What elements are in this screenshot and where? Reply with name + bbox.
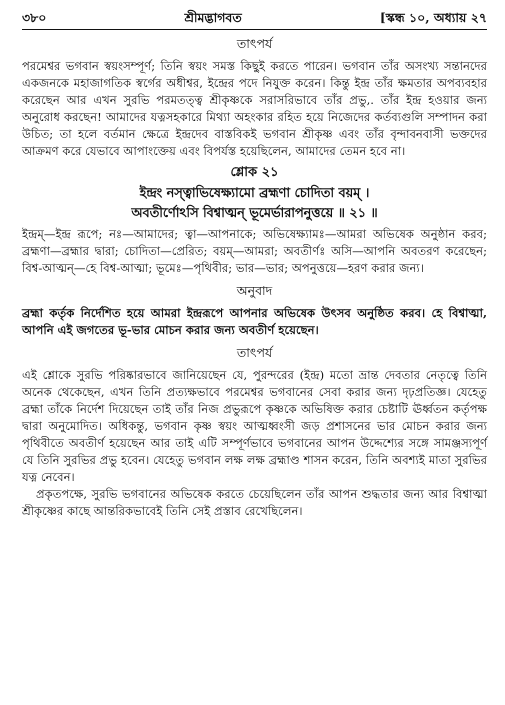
translation-heading: অনুবাদ [236,283,273,298]
translation-text: ব্রহ্মা কর্তৃক নির্দেশিত হয়ে আমরা ইন্দ্ররূপে আপনার অভিষেক উৎসব অনুষ্ঠিত করব। হে বিশ্বাত্মা, আপনি এই জগতের ভূ-ভার মোচন করার জন্য অবতীর্ণ হয়েছেন। [22,306,487,337]
verse-title: শ্লোক ২১ [230,165,279,180]
chapter-reference: [স্কন্ধ ১০, অধ্যায় ২৭ [379,9,487,25]
purport-text: পরমেশ্বর ভগবান স্বয়ংসম্পূর্ণ; তিনি স্বয়ং সমস্ত কিছুই করতে পারেন। ভগবান তাঁর অসংখ্য সন্তানদের একজনকে মহাজাগতিক স্বর্গের অধীশ্বর, ইন্দ্রের পদে নিযুক্ত করেন। কিন্তু ইন্দ্র তাঁর ক্ষমতার অপব্যবহার করেছেন আর এখন সুরভি পরমতত্ত্ব শ্রীকৃষ্ণকে সরাসরিভাবে তাঁর প্রভু,. তাঁর ইন্দ্র হওয়ার জন্য অনুরোধ করছেন! আমাদের যত্নসহকারে মিথ্যা অহংকার রহিত হয়ে নিজেদের কর্তব্যগুলি সম্পাদন করা উচিত; তা হলে বর্তমান ক্ষেত্রে ইন্দ্রদেব বাস্তবিকই ভগবান শ্রীকৃষ্ণ এবং তাঁর বৃন্দাবনবাসী ভক্তদের আক্রমণ করে যেভাবে আপাংক্তেয় এবং বিপর্যস্ত হয়েছিলেন, আমাদের তেমন হবে না। [22,59,487,158]
page-number: ৩৮০ [22,9,47,25]
synonyms-text: ইন্দ্রম্—ইন্দ্র রূপে; নঃ—আমাদের; ত্বা—আপনাকে; অভিষেক্ষ্যামঃ—আমরা অভিষেক অনুষ্ঠান করব; ব্রহ্মণা—ব্রহ্মার দ্বারা; চোদিতা—প্রেরিত; বয়ম্—আমরা; অবতীর্ণঃ অসি—আপনি অবতরণ করেছেন; বিশ্ব-আত্মন্—হে বিশ্ব-আত্মা; ভূমেঃ—পৃথিবীর; ভার—ভার; অপনুত্তয়ে—হরণ করার জন্য। [22,227,487,275]
book-page [22,10,487,520]
purport-2-paragraph-1: এই শ্লোকে সুরভি পরিষ্কারভাবে জানিয়েছেন যে, পুরন্দরের (ইন্দ্র) মতো ভ্রান্ত দেবতার নেতৃত্বে তিনি অনেক থেকেছেন, এখন তিনি প্রত্যক্ষভাবে পরমেশ্বর ভগবানের সেবা করার জন্য দৃঢ়প্রতিজ্ঞ। যেহেতু ব্রহ্মা তাঁকে নির্দেশ দিয়েছেন তাই তাঁর নিজ প্রভুরূপে কৃষ্ণকে অভিষিক্ত করার চেষ্টাটি ঊর্ধ্বতন কর্তৃপক্ষ দ্বারা অনুমোদিত। অধিকন্তু, ভগবান কৃষ্ণ স্বয়ং আত্মধ্বংসী জড় প্রশাসনের ভার মোচন করার জন্য পৃথিবীতে অবতীর্ণ হয়েছেন আর তাই এটি সম্পূর্ণভাবে ভগবানের আপন উদ্দেশ্যের সঙ্গে সামঞ্জস্যপূর্ণ যে তিনি সুরভির প্রভু হবেন। যেহেতু ভগবান লক্ষ লক্ষ ব্রহ্মাণ্ড শাসন করেন, তিনি অবশ্যই মাতা সুরভির যত্ন নেবেন। [22,368,487,484]
verse-line-1: ইন্দ্রং নস্ত্বাভিষেক্ষ্যামো ব্রহ্মণা চোদিতা বয়ম্ । [139,186,370,201]
book-title: শ্রীমদ্ভাগবত [184,9,242,25]
purport-2-paragraph-2: প্রকৃতপক্ষে, সুরভি ভগবানের অভিষেক করতে চেয়েছিলেন তাঁর আপন শুদ্ধতার জন্য আর বিশ্বাত্মা শ্রীকৃষ্ণের কাছে আন্তরিকভাবেই তিনি সেই প্রস্তাব রেখেছিলেন। [22,487,487,518]
verse-line-2: অবতীর্ণোঽসি বিশ্বাত্মন্ ভূমের্ভারাপনুত্তয়ে ॥ ২১ ॥ [131,206,378,221]
purport-2-heading: তাৎপর্য [236,345,273,360]
page-header [22,10,487,30]
purport-heading: তাৎপর্য [236,36,273,51]
